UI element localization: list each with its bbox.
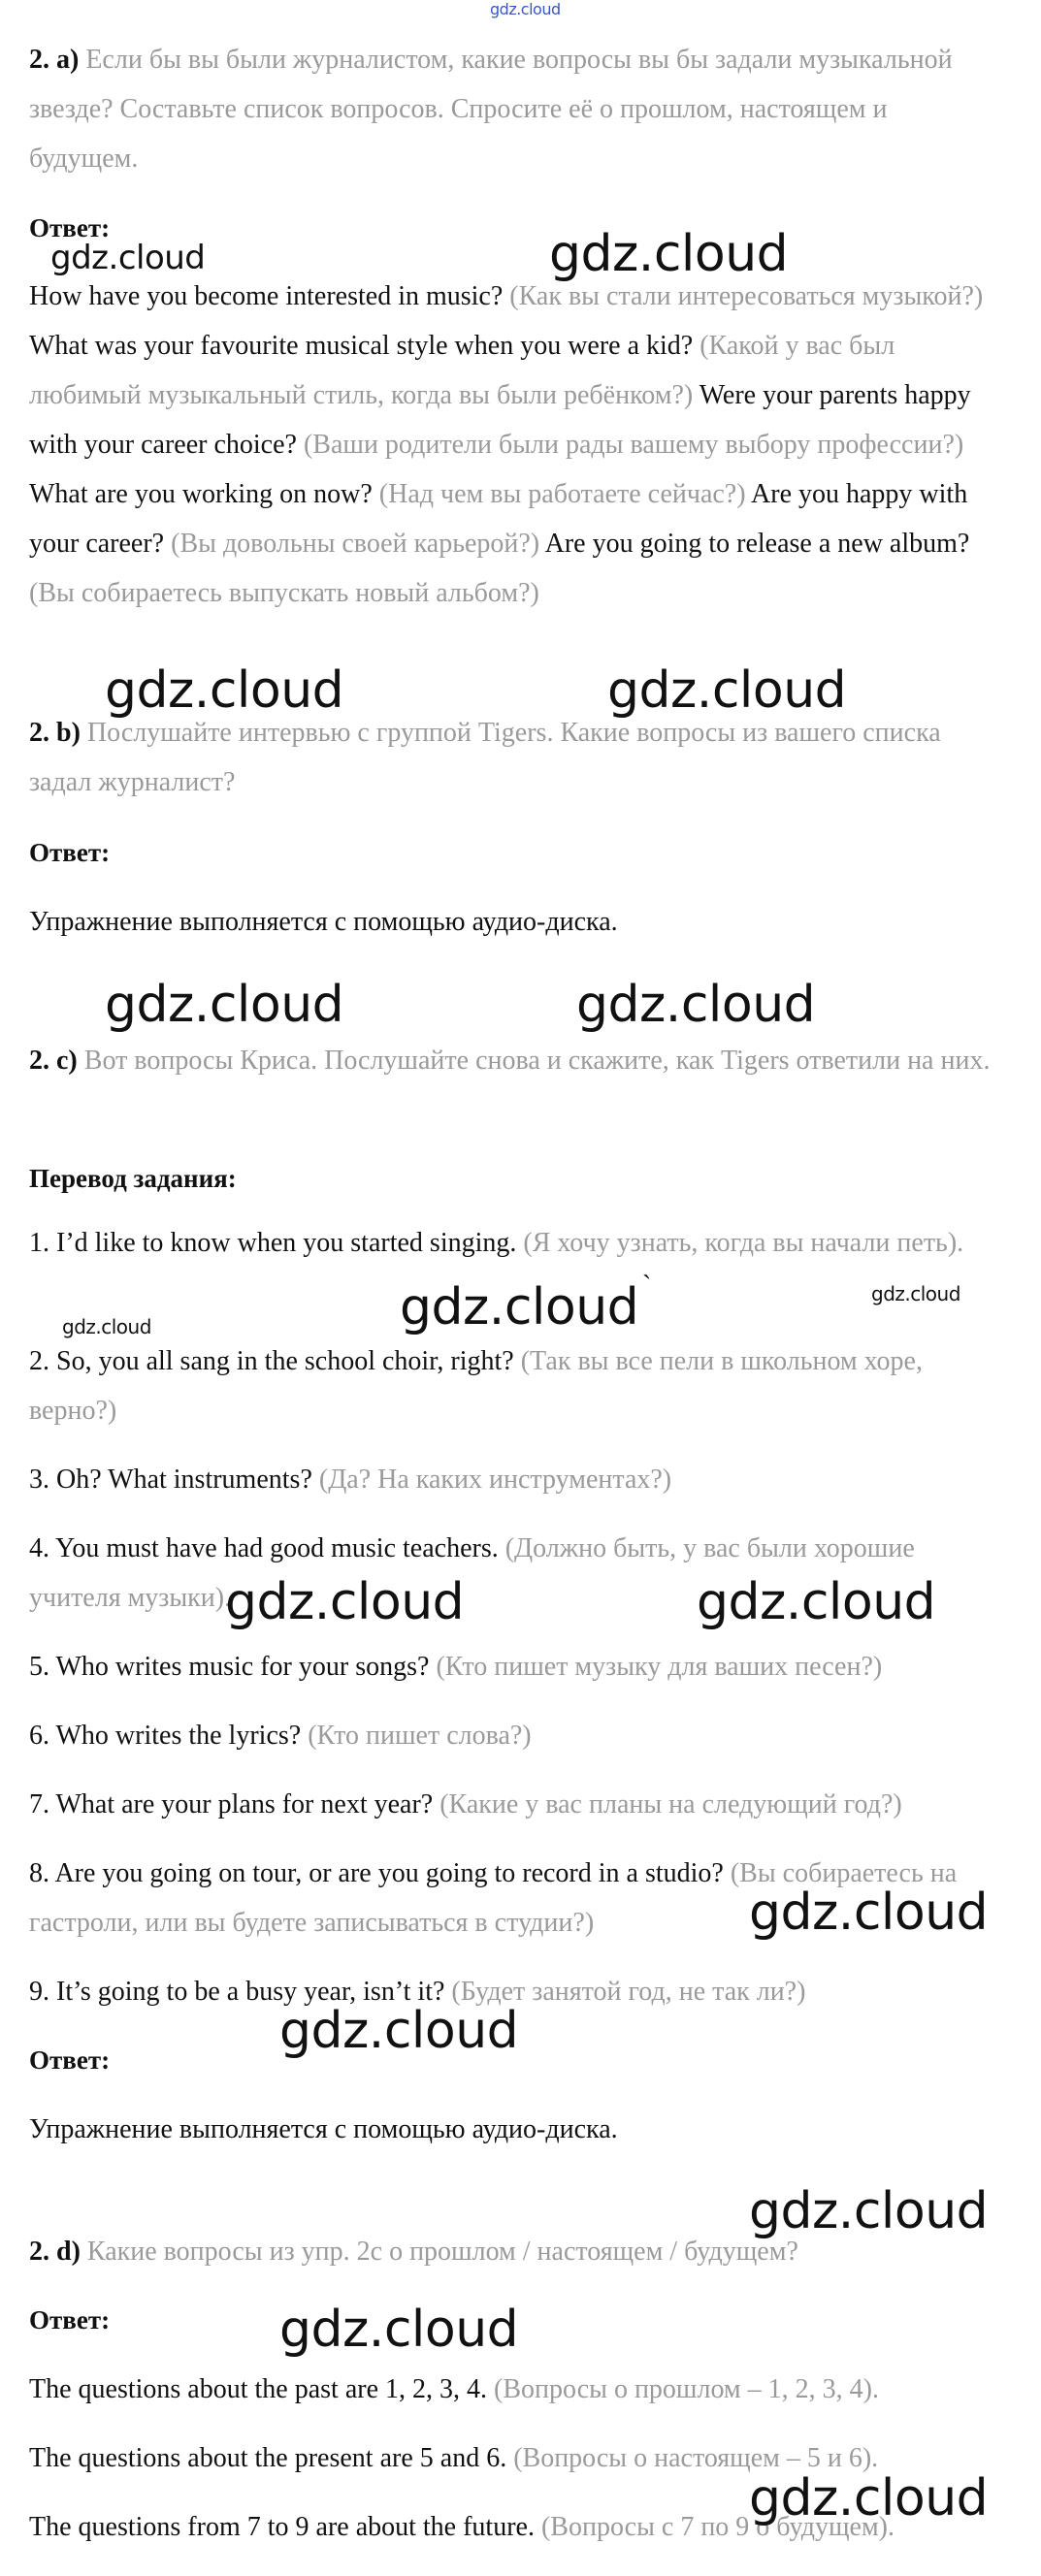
header-watermark: gdz.cloud — [490, 0, 561, 18]
watermark: gdz.cloud — [607, 661, 847, 720]
exercise-number: 2. c) — [29, 1046, 78, 1076]
question-ru: (Да? На каких инструментах?) — [318, 1465, 672, 1495]
question-item-2 — [29, 1336, 999, 1435]
question-item-6 — [29, 1711, 999, 1760]
watermark: gdz.cloud — [697, 1573, 936, 1631]
answer-label: Ответ: — [29, 2045, 111, 2075]
question-en: 2. So, you all sang in the school choir, right? — [29, 1346, 514, 1376]
translation-label: Перевод задания: — [29, 1164, 237, 1193]
watermark: gdz.cloud — [400, 1278, 639, 1336]
exercise-number: 2. b) — [29, 718, 81, 748]
exercise-2c-answer: Упражнение выполняется с помощью аудио-диска. — [29, 2114, 618, 2144]
exercise-number: 2. a) — [29, 45, 80, 75]
answer-en: Were your parents happy with your career choice? — [29, 380, 971, 460]
watermark: gdz.cloud — [871, 1282, 960, 1305]
exercise-2a-task — [29, 35, 999, 183]
question-ru: (Какие у вас планы на следующий год?) — [439, 1789, 902, 1819]
answer-en: Are you happy with your career? — [29, 479, 968, 559]
question-ru: (Вы собираетесь на гастроли, или вы будете записываться в студии?) — [29, 1858, 958, 1938]
answer-ru: (Вы довольны своей карьерой?) — [171, 529, 540, 559]
watermark: gdz.cloud — [749, 2182, 989, 2240]
task-text: Какие вопросы из упр. 2c о прошлом / настоящем / будущем? — [86, 2237, 798, 2267]
task-text: Послушайте интервью с группой Tigers. Какие вопросы из вашего списка задал журналист? — [29, 718, 941, 797]
watermark: gdz.cloud — [576, 976, 816, 1034]
watermark: gdz.cloud — [62, 1315, 151, 1338]
task-text: Вот вопросы Криса. Послушайте снова и скажите, как Tigers ответили на них. — [83, 1046, 991, 1076]
question-en: 3. Oh? What instruments? — [29, 1465, 312, 1495]
answer-label: Ответ: — [29, 213, 111, 242]
answer-label: Ответ: — [29, 838, 111, 867]
answer-line-past — [29, 2365, 999, 2414]
answer-ru: (Вы собираетесь выпускать новый альбом?) — [29, 578, 539, 608]
answer-label: Ответ: — [29, 2305, 111, 2334]
watermark: gdz.cloud — [749, 2469, 989, 2528]
answer-ru: (Ваши родители были рады вашему выбору профессии?) — [303, 430, 964, 460]
question-en: 1. I’d like to know when you started singing. — [29, 1228, 517, 1258]
watermark: gdz.cloud — [105, 976, 344, 1034]
answer-ru: (Вопросы о настоящем – 5 и 6). — [513, 2443, 879, 2473]
exercise-2a-answer — [29, 272, 999, 618]
question-en: 6. Who writes the lyrics? — [29, 1721, 302, 1751]
question-en: 9. It’s going to be a busy year, isn’t it? — [29, 1977, 445, 2007]
watermark: gdz.cloud — [50, 239, 206, 277]
answer-en: What was your favourite musical style when you were a kid? — [29, 331, 694, 361]
exercise-2b-task — [29, 708, 999, 807]
answer-en: What are you working on now? — [29, 479, 373, 509]
watermark: gdz.cloud — [225, 1573, 465, 1631]
exercise-number: 2. d) — [29, 2237, 81, 2267]
answer-en: Are you going to release a new album? — [544, 529, 970, 559]
question-ru: (Кто пишет музыку для ваших песен?) — [436, 1652, 883, 1682]
question-en: 4. You must have had good music teachers. — [29, 1533, 499, 1563]
answer-en: The questions from 7 to 9 are about the future. — [29, 2512, 535, 2542]
exercise-2c-task — [29, 1036, 999, 1085]
question-item-1 — [29, 1218, 999, 1268]
task-text: Если бы вы были журналистом, какие вопросы вы бы задали музыкальной звезде? Составьте список вопросов. Спросите её о прошлом, настоящем и будущем. — [29, 45, 953, 174]
question-ru: (Я хочу узнать, когда вы начали петь). — [523, 1228, 964, 1258]
answer-ru: (Вопросы с 7 по 9 о будущем). — [540, 2512, 895, 2542]
answer-ru: (Какой у вас был любимый музыкальный стиль, когда вы были ребёнком?) — [29, 331, 895, 410]
watermark: gdz.cloud — [549, 225, 789, 283]
exercise-2b-answer: Упражнение выполняется с помощью аудио-диска. — [29, 907, 618, 937]
answer-ru: (Вопросы о прошлом – 1, 2, 3, 4). — [494, 2374, 879, 2404]
question-ru: (Так вы все пели в школьном хоре, верно?) — [29, 1346, 923, 1426]
question-en: 5. Who writes music for your songs? — [29, 1652, 430, 1682]
watermark: gdz.cloud — [279, 2301, 519, 2359]
question-ru: (Кто пишет слова?) — [308, 1721, 532, 1751]
question-item-7 — [29, 1780, 999, 1829]
answer-ru: (Над чем вы работаете сейчас?) — [378, 479, 746, 509]
question-en: 8. Are you going on tour, or are you going to record in a studio? — [29, 1858, 724, 1888]
answer-en: The questions about the present are 5 and 6. — [29, 2443, 507, 2473]
question-item-5 — [29, 1642, 999, 1691]
question-en: 7. What are your plans for next year? — [29, 1789, 434, 1819]
question-item-3 — [29, 1455, 999, 1504]
answer-en: The questions about the past are 1, 2, 3, 4. — [29, 2374, 488, 2404]
speck-mark: ` — [642, 1271, 652, 1301]
watermark: gdz.cloud — [749, 1884, 989, 1942]
question-ru: (Должно быть, у вас были хорошие учителя музыки). — [29, 1533, 915, 1613]
watermark: gdz.cloud — [279, 2002, 519, 2060]
answer-en: How have you become interested in music? — [29, 281, 504, 311]
question-ru: (Будет занятой год, не так ли?) — [451, 1977, 806, 2007]
watermark: gdz.cloud — [105, 661, 344, 720]
answer-ru: (Как вы стали интересоваться музыкой?) — [509, 281, 984, 311]
